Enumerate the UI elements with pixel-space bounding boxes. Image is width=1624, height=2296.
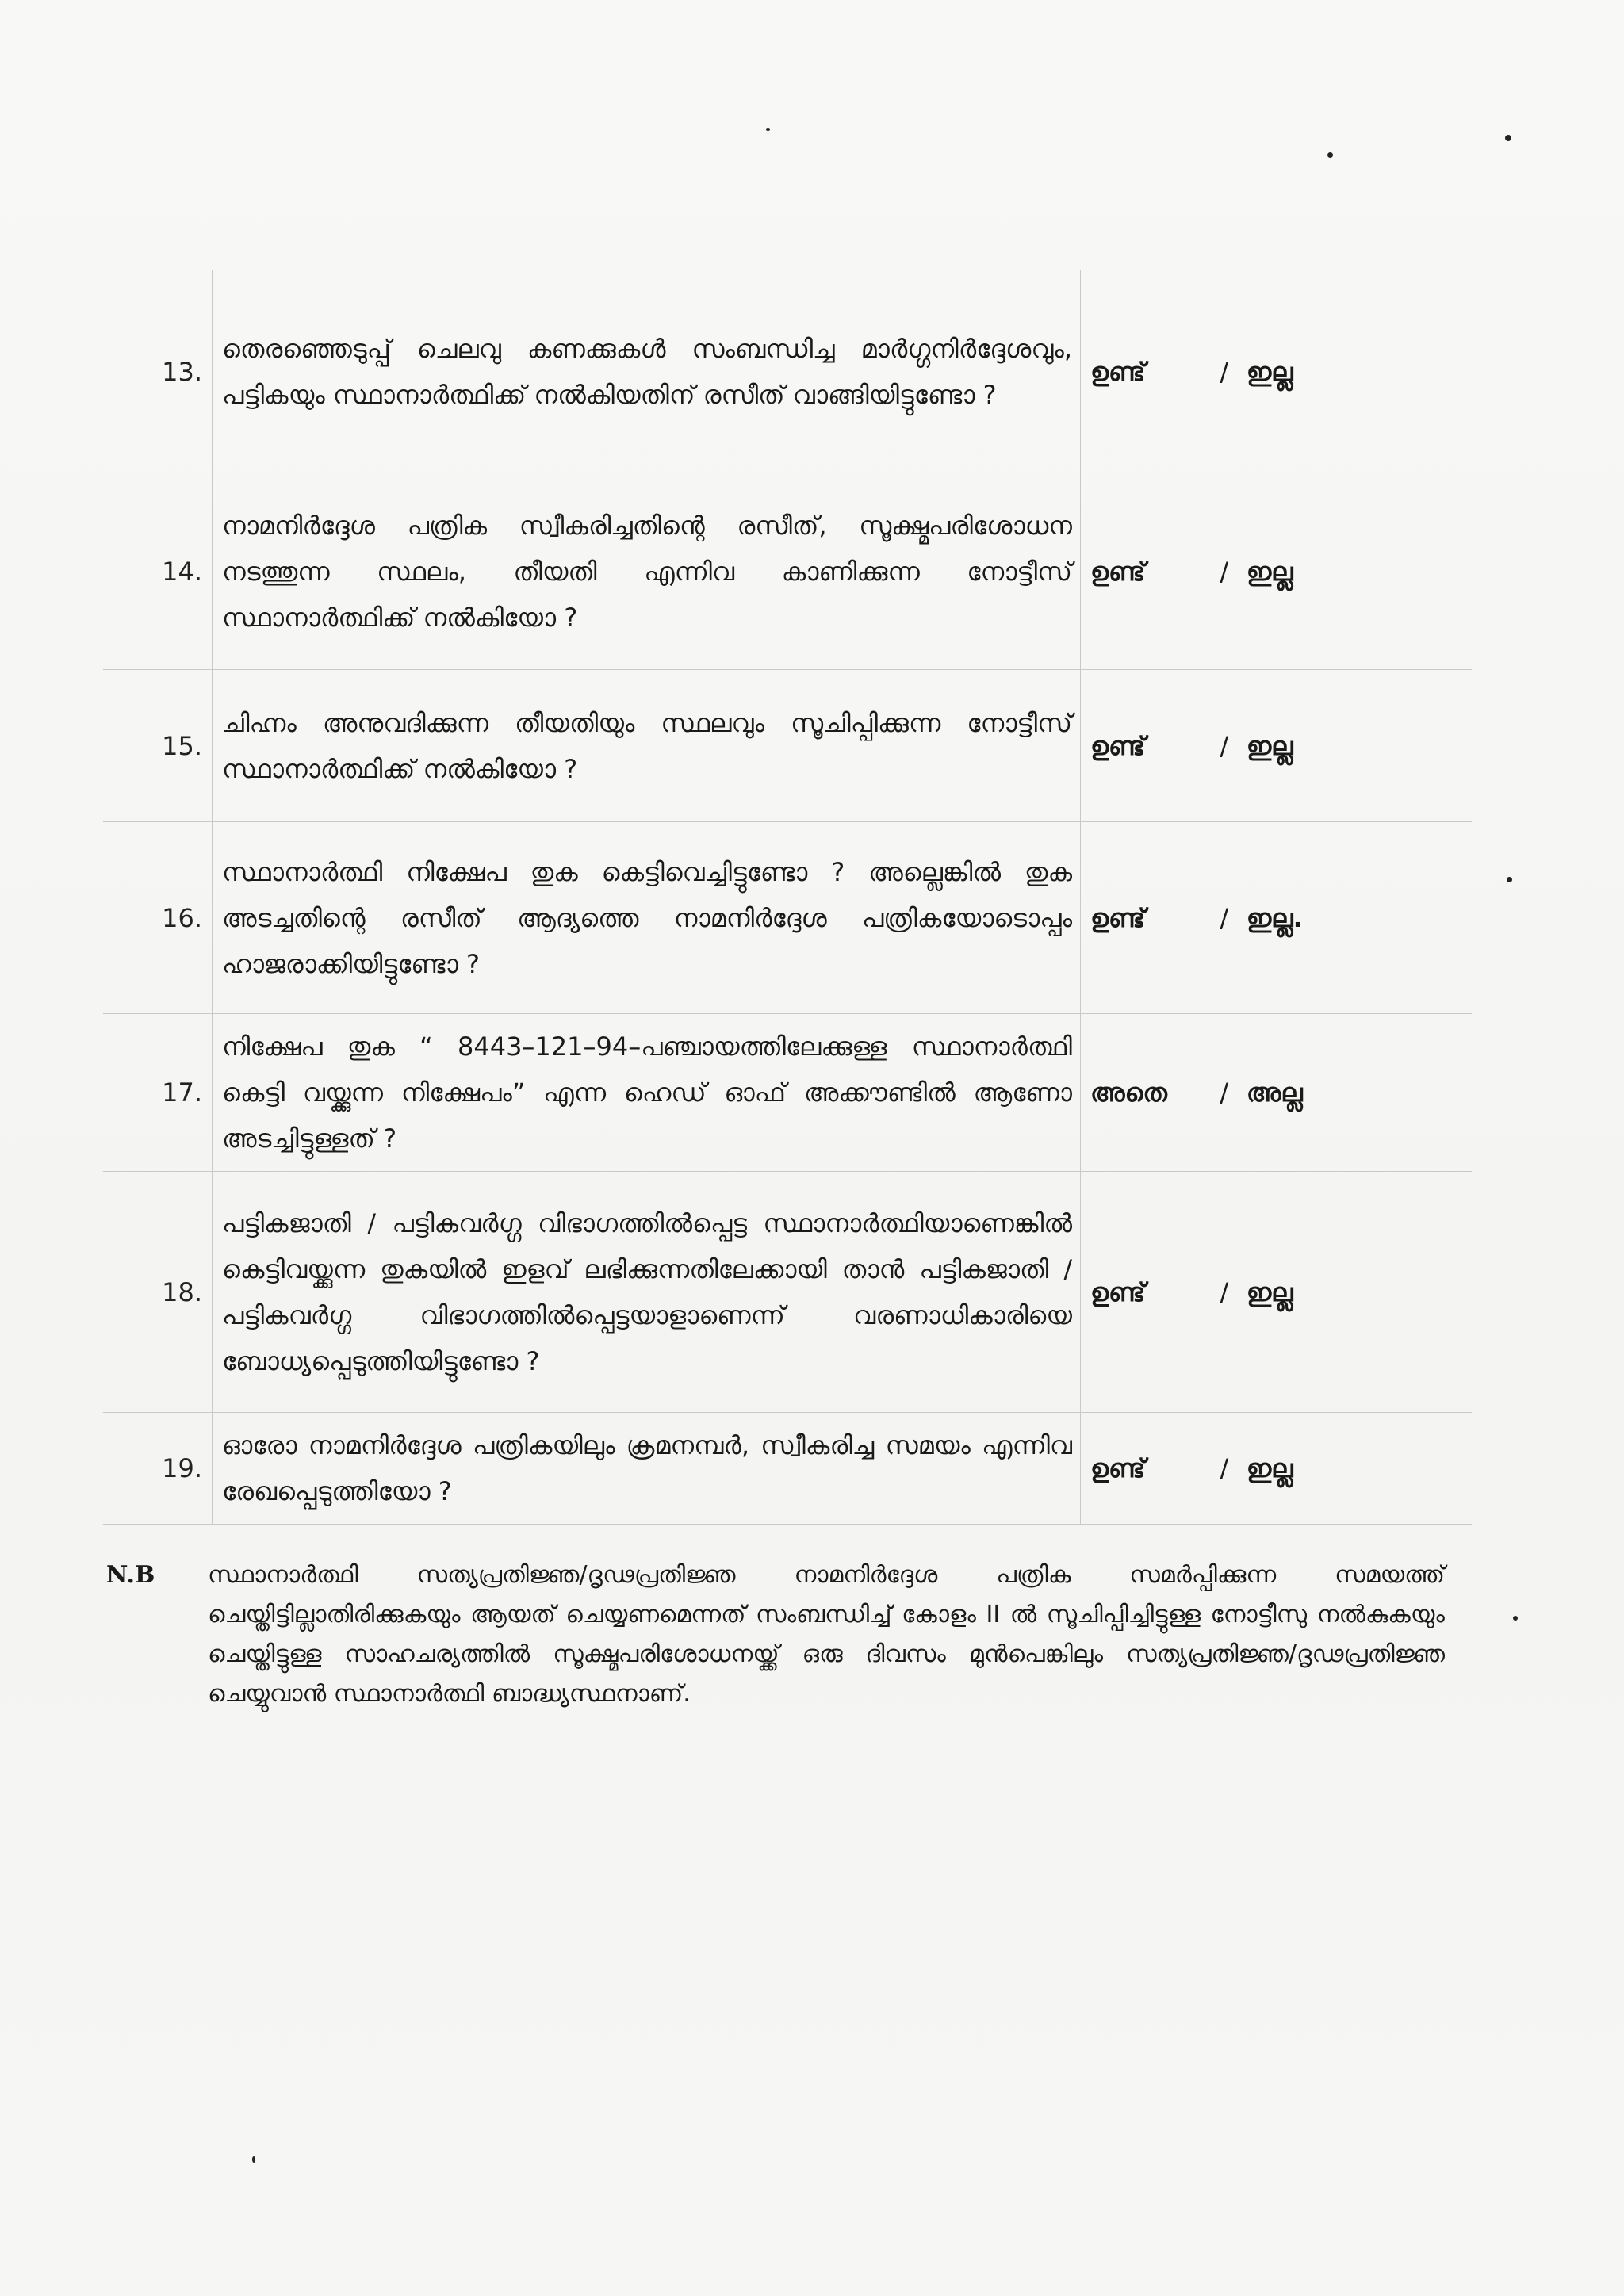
table-row xyxy=(103,270,1472,473)
answer-yes: ഉണ്ട് xyxy=(1090,1453,1146,1483)
answer-no: ഇല്ല xyxy=(1246,1453,1293,1483)
row-number: 13. xyxy=(103,270,213,473)
answer-separator: / xyxy=(1220,730,1229,761)
answer-yes: ഉണ്ട് xyxy=(1090,730,1146,761)
question-text: ഓരോ നാമനിർദ്ദേശ പത്രികയിലും ക്രമനമ്പർ, സ്വീകരിച്ച സമയം എന്നിവ രേഖപ്പെടുത്തിയോ ? xyxy=(213,1413,1081,1525)
answer-yes: ഉണ്ട് xyxy=(1090,356,1146,387)
scan-speck xyxy=(766,128,770,131)
answer-no: ഇല്ല. xyxy=(1246,902,1303,933)
row-number: 14. xyxy=(103,473,213,670)
scan-speck xyxy=(252,2156,255,2163)
answer-separator: / xyxy=(1220,902,1229,933)
answer-options xyxy=(1081,1014,1473,1172)
answer-yes: അതെ xyxy=(1090,1077,1167,1108)
answer-no: ഇല്ല xyxy=(1246,356,1293,387)
answer-separator: / xyxy=(1220,356,1229,387)
row-number: 18. xyxy=(103,1172,213,1413)
answer-options xyxy=(1081,822,1473,1014)
answer-options xyxy=(1081,1172,1473,1413)
table-row xyxy=(103,473,1472,670)
answer-no: ഇല്ല xyxy=(1246,730,1293,761)
answer-separator: / xyxy=(1220,1077,1229,1108)
table-row xyxy=(103,670,1472,822)
answer-no: ഇല്ല xyxy=(1246,1276,1293,1307)
question-text: സ്ഥാനാർത്ഥി നിക്ഷേപ തുക കെട്ടിവെച്ചിട്ടുണ്ടോ ? അല്ലെങ്കിൽ തുക അടച്ചതിന്റെ രസീത് ആദ്യത്തെ നാമനിർദ്ദേശ പത്രികയോടൊപ്പം ഹാജരാക്കിയിട്ടുണ്ടോ ? xyxy=(213,822,1081,1014)
answer-options xyxy=(1081,1413,1473,1525)
question-text: തെരഞ്ഞെടുപ്പ് ചെലവു കണക്കുകൾ സംബന്ധിച്ച മാർഗ്ഗനിർദ്ദേശവും, പട്ടികയും സ്ഥാനാർത്ഥിക്ക് നൽകിയതിന് രസീത് വാങ്ങിയിട്ടുണ്ടോ ? xyxy=(213,270,1081,473)
question-text: ചിഹ്നം അനുവദിക്കുന്ന തീയതിയും സ്ഥലവും സൂചിപ്പിക്കുന്ന നോട്ടീസ് സ്ഥാനാർത്ഥിക്ക് നൽകിയോ ? xyxy=(213,670,1081,822)
answer-no: അല്ല xyxy=(1246,1077,1303,1108)
scan-speck xyxy=(1513,1616,1518,1621)
row-number: 15. xyxy=(103,670,213,822)
answer-yes: ഉണ്ട് xyxy=(1090,556,1146,587)
nomination-checklist-table xyxy=(103,270,1472,1525)
table-row xyxy=(103,1014,1472,1172)
row-number: 19. xyxy=(103,1413,213,1525)
table-row xyxy=(103,822,1472,1014)
table-row xyxy=(103,1172,1472,1413)
question-text: നാമനിർദ്ദേശ പത്രിക സ്വീകരിച്ചതിന്റെ രസീത്, സൂക്ഷ്മപരിശോധന നടത്തുന്ന സ്ഥലം, തീയതി എന്നിവ കാണിക്കുന്ന നോട്ടീസ് സ്ഥാനാർത്ഥിക്ക് നൽകിയോ ? xyxy=(213,473,1081,670)
answer-options xyxy=(1081,670,1473,822)
answer-no: ഇല്ല xyxy=(1246,556,1293,587)
answer-yes: ഉണ്ട് xyxy=(1090,902,1146,933)
scan-speck xyxy=(1505,135,1511,141)
note-block xyxy=(106,1556,1470,1714)
row-number: 17. xyxy=(103,1014,213,1172)
answer-options xyxy=(1081,270,1473,473)
question-text: നിക്ഷേപ തുക “ 8443–121–94–പഞ്ചായത്തിലേക്കുള്ള സ്ഥാനാർത്ഥി കെട്ടി വയ്ക്കുന്ന നിക്ഷേപം” എന്ന ഹെഡ് ഓഫ് അക്കൗണ്ടിൽ ആണോ അടച്ചിട്ടുള്ളത് ? xyxy=(213,1014,1081,1172)
answer-separator: / xyxy=(1220,1453,1229,1483)
answer-separator: / xyxy=(1220,556,1229,587)
answer-separator: / xyxy=(1220,1276,1229,1307)
answer-yes: ഉണ്ട് xyxy=(1090,1276,1146,1307)
answer-options xyxy=(1081,473,1473,670)
note-label: N.B xyxy=(106,1561,155,1589)
table-row xyxy=(103,1413,1472,1525)
note-text: സ്ഥാനാർത്ഥി സത്യപ്രതിജ്ഞ/ദൃഢപ്രതിജ്ഞ നാമനിർദ്ദേശ പത്രിക സമർപ്പിക്കുന്ന സമയത്ത് ചെയ്തിട്ടില്ലാതിരിക്കുകയും ആയത് ചെയ്യണമെന്നത് സംബന്ധിച്ച് കോളം II ൽ സൂചിപ്പിച്ചിട്ടുള്ള നോട്ടീസു നൽകുകയും ചെയ്തിട്ടുള്ള സാഹചര്യത്തിൽ സൂക്ഷ്മപരിശോധനയ്ക്ക് ഒരു ദിവസം മുൻപെങ്കിലും സത്യപ്രതിജ്ഞ/ദൃഢപ്രതിജ്ഞ ചെയ്യുവാൻ സ്ഥാനാർത്ഥി ബാദ്ധ്യസ്ഥനാണ്. xyxy=(208,1561,1445,1708)
scan-speck xyxy=(1507,877,1512,882)
row-number: 16. xyxy=(103,822,213,1014)
question-text: പട്ടികജാതി / പട്ടികവർഗ്ഗ വിഭാഗത്തിൽപ്പെട്ട സ്ഥാനാർത്ഥിയാണെങ്കിൽ കെട്ടിവയ്ക്കുന്ന തുകയിൽ ഇളവ് ലഭിക്കുന്നതിലേക്കായി താൻ പട്ടികജാതി / പട്ടികവർഗ്ഗ വിഭാഗത്തിൽപ്പെട്ടയാളാണെന്ന് വരണാധികാരിയെ ബോധ്യപ്പെടുത്തിയിട്ടുണ്ടോ ? xyxy=(213,1172,1081,1413)
scan-speck xyxy=(1327,152,1333,158)
